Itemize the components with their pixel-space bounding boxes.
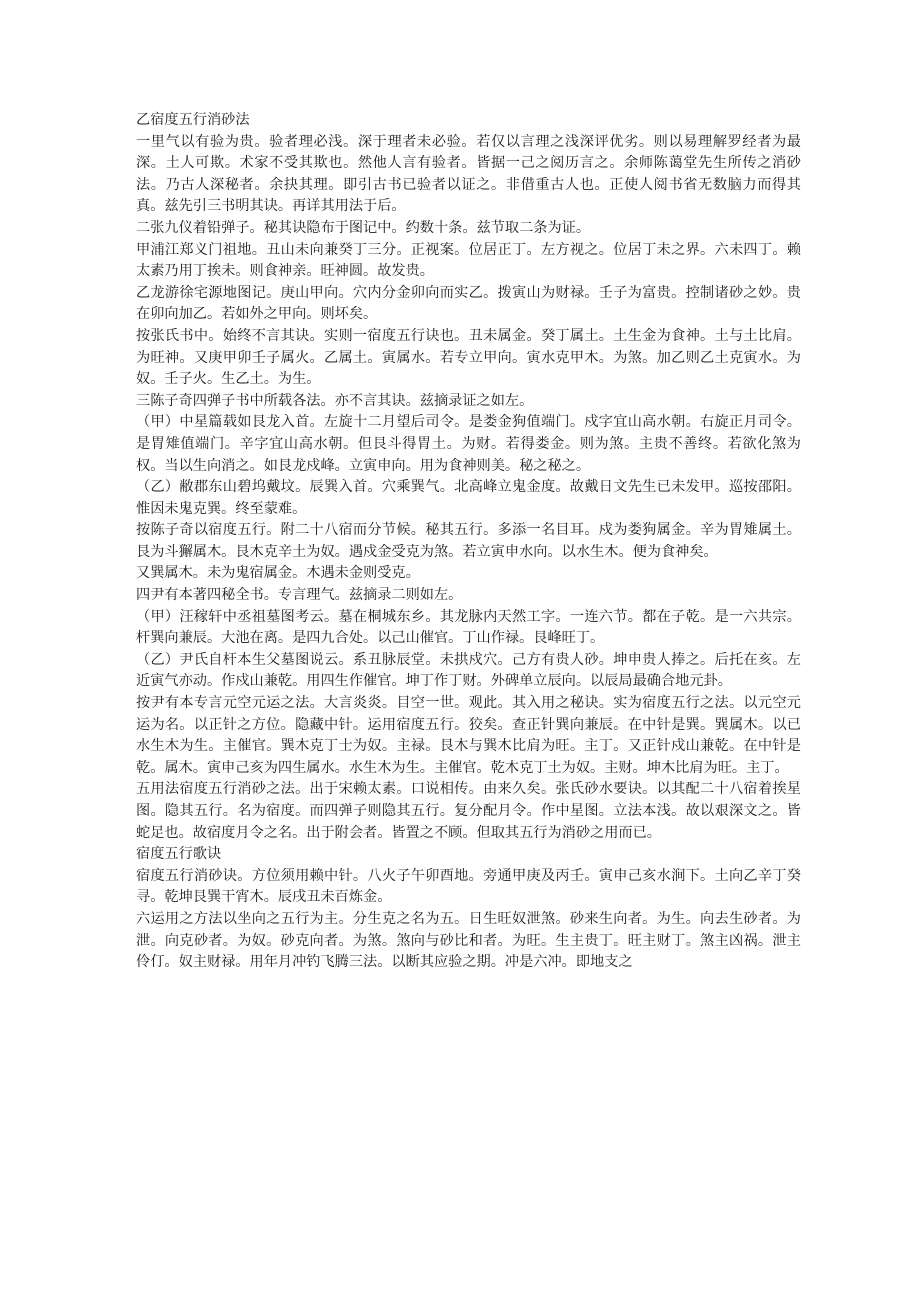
paragraph: （乙）敝郡东山碧坞戴坟。辰巽入首。穴乘巽气。北高峰立鬼金度。故戴日文先生已未发甲。巡按邵阳。惟因未鬼克巽。终至蒙难。	[136, 479, 801, 517]
paragraph: 三陈子奇四弹子书中所载各法。亦不言其诀。兹摘录证之如左。	[136, 392, 534, 409]
paragraph: （甲）中星篇载如艮龙入首。左旋十二月望后司令。是娄金狗值端门。戍字宜山高水朝。右旋正月司令。是胃雉值端门。辛字宜山高水朝。但艮斗得胃土。为财。若得娄金。则为煞。主贵不善终。若欲化煞为权。当以生向消之。如艮龙戍峰。立寅申向。用为食神则美。秘之秘之。	[136, 414, 801, 474]
paragraph: （乙）尹氏自杆本生父墓图说云。系丑脉辰堂。未拱戍穴。己方有贵人砂。坤申贵人捧之。后托在亥。左近寅气亦动。作戍山兼乾。用四生作催官。坤丁作丁财。外碑单立辰向。以辰局最确合地元卦。	[136, 651, 801, 690]
paragraph: 甲浦江郑义门祖地。丑山未向兼癸丁三分。正视案。位居正丁。左方视之。位居丁未之界。六未四丁。赖太素乃用丁挨未。则食神亲。旺神圆。故发贵。	[136, 241, 801, 280]
paragraph: 二张九仪着铅弹子。秘其诀隐布于图记中。约数十条。兹节取二条为证。	[136, 219, 591, 236]
document-page	[136, 110, 801, 974]
paragraph: （甲）汪稼轩中丞祖墓图考云。墓在桐城东乡。其龙脉内天然工字。一连六节。都在子乾。是一六共宗。杆巽向兼辰。大池在离。是四九合处。以己山催官。丁山作禄。艮峰旺丁。	[136, 608, 801, 647]
section-title: 宿度五行歌诀	[136, 846, 222, 863]
paragraph: 五用法宿度五行消砂之法。出于宋赖太素。口说相传。由来久矣。张氏砂水要诀。以其配二十八宿着挨星图。隐其五行。名为宿度。而四弹子则隐其五行。复分配月令。作中星图。立法本浅。故以艰深文之。皆蛇足也。故宿度月令之名。出于附会者。皆置之不顾。但取其五行为消砂之用而已。	[136, 781, 801, 841]
paragraph: 一里气以有验为贵。验者理必浅。深于理者未必验。若仅以言理之浅深评优劣。则以易理解罗经者为最深。土人可欺。术家不受其欺也。然他人言有验者。皆据一己之阅历言之。余师陈蔼堂先生所传之消砂法。乃古人深秘者。余抉其理。即引古书已验者以证之。非借重古人也。正使人阅书省无数脑力而得其真。兹先引三书明其诀。再详其用法于后。	[136, 133, 801, 215]
paragraph: 宿度五行消砂诀。方位须用赖中针。八火子午卯酉地。旁通甲庚及丙壬。寅申己亥水涧下。土向乙辛丁癸寻。乾坤艮巽干宵木。辰戌丑未百炼金。	[136, 867, 801, 906]
paragraph: 按陈子奇以宿度五行。附二十八宿而分节候。秘其五行。多添一名目耳。戍为娄狗属金。辛为胃雉属土。艮为斗獬属木。艮木克辛土为奴。遇戍金受克为煞。若立寅申水向。以水生木。便为食神矣。	[136, 522, 801, 560]
paragraph: 六运用之方法以坐向之五行为主。分生克之名为五。日生旺奴泄煞。砂来生向者。为生。向去生砂者。为泄。向克砂者。为奴。砂克向者。为煞。煞向与砂比和者。为旺。生主贵丁。旺主财丁。煞主凶祸。泄主伶仃。奴主财禄。用年月冲钓飞腾三法。以断其应验之期。冲是六冲。即地支之	[136, 910, 801, 971]
paragraph: 又巽属木。未为鬼宿属金。木遇未金则受克。	[136, 565, 420, 582]
paragraph: 乙龙游徐宅源地图记。庚山甲向。穴内分金卯向而实乙。拨寅山为财禄。壬子为富贵。控制诸砂之妙。贵在卯向加乙。若如外之甲向。则坏矣。	[136, 284, 801, 323]
paragraph: 四尹有本著四秘全书。专言理气。兹摘录二则如左。	[136, 587, 463, 604]
paragraph: 按尹有本专言元空元运之法。大言炎炎。目空一世。观此。其入用之秘诀。实为宿度五行之法。以元空元运为名。以正针之方位。隐藏中针。运用宿度五行。狡矣。查正针巽向兼辰。在中针是巽。巽属木。以已水生木为生。主催官。巽木克丁士为奴。主禄。艮木与巽木比肩为旺。主丁。又正针戍山兼乾。在中针是乾。属木。寅申己亥为四生属水。水生木为生。主催官。乾木克丁土为奴。主财。坤木比肩为旺。主丁。	[136, 695, 801, 776]
section-title: 乙宿度五行消砂法	[136, 112, 250, 128]
paragraph: 按张氏书中。始终不言其诀。实则一宿度五行诀也。丑未属金。癸丁属土。土生金为食神。土与土比肩。为旺神。又庚甲卯壬子属火。乙属土。寅属水。若专立甲向。寅水克甲木。为煞。加乙则乙土克寅水。为奴。壬子火。生乙土。为生。	[136, 327, 801, 388]
